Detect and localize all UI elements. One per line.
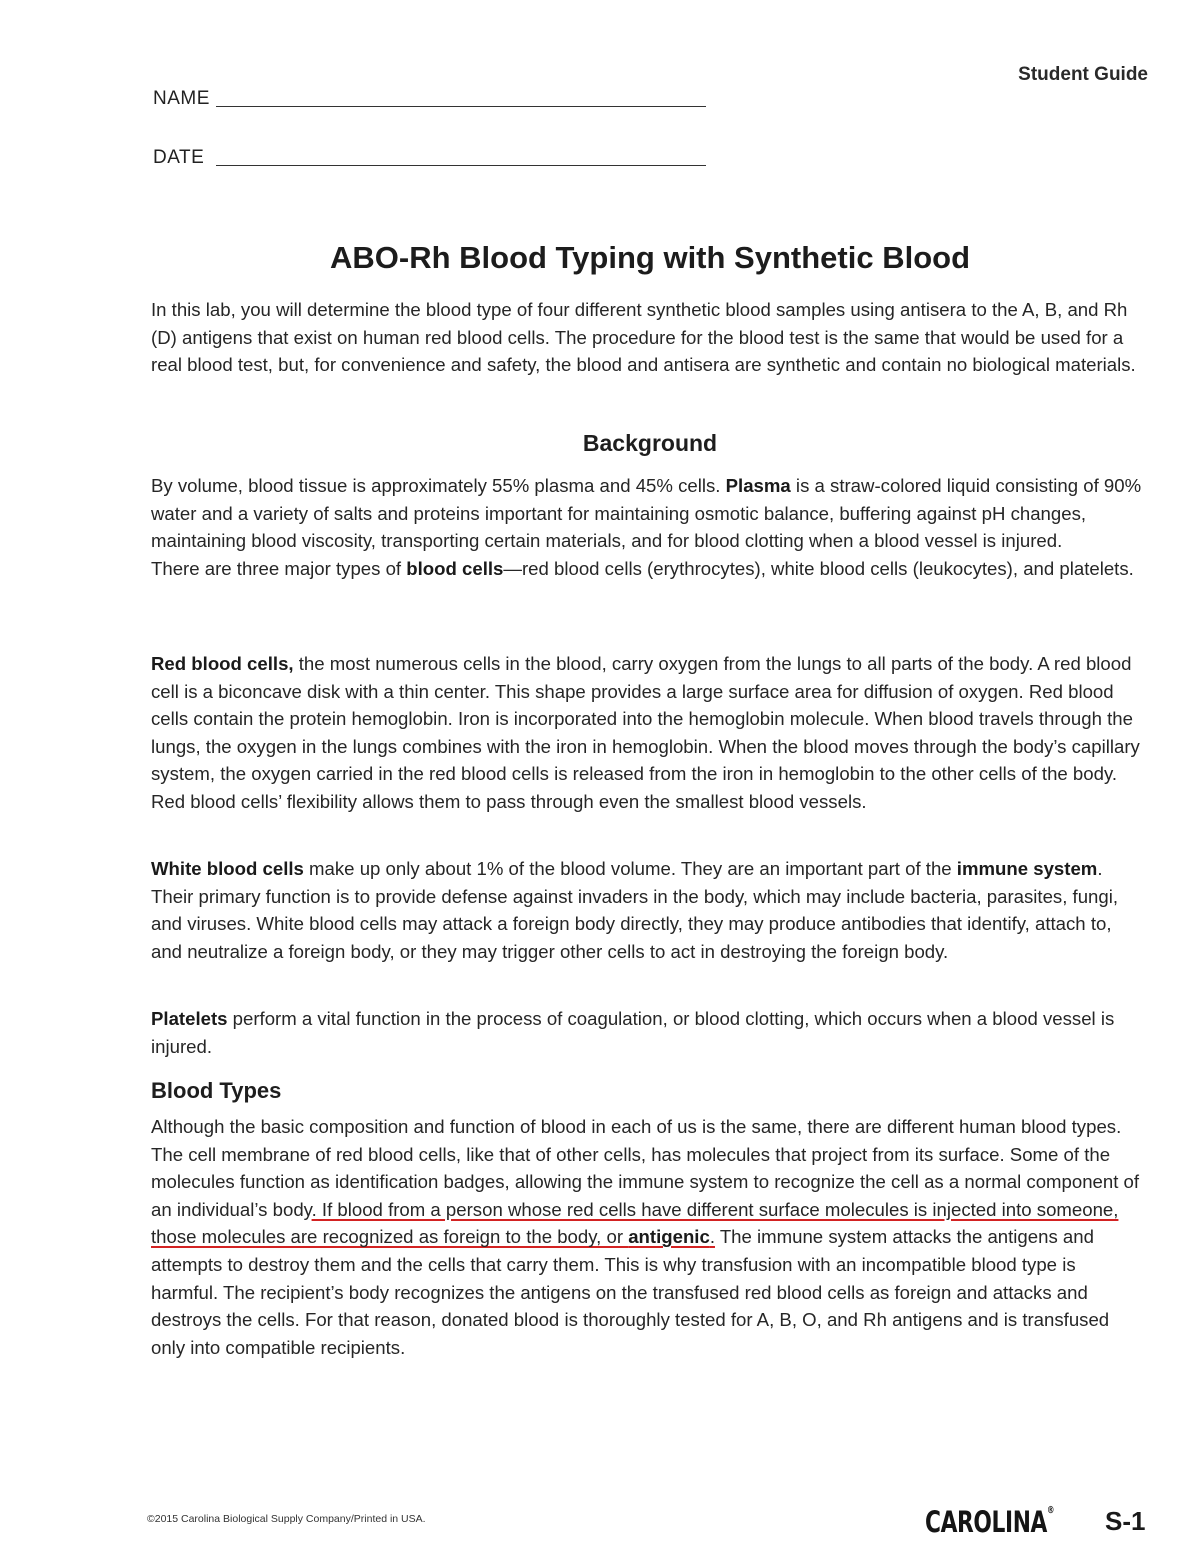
platelets-paragraph	[151, 1005, 1143, 1060]
date-label: DATE	[153, 147, 205, 168]
blood-cells-text-1: There are three major types of	[151, 557, 407, 579]
plasma-term: Plasma	[725, 475, 791, 496]
brand-name: CAROLINA	[925, 1505, 1048, 1539]
white-blood-cells-term: White blood cells	[151, 858, 304, 879]
blood-types-text-1: Although the basic composition and function of blood in each of us is the same, there are different human blood types. The cell membrane of red blood cells, like that of other cells, has molecules that project from its surface. Some of the molecules function as identification badges, allowing the immune system to recognize the cell as a normal component of an individual’s body	[151, 1116, 1140, 1220]
underlined-period: .	[709, 1226, 715, 1248]
white-blood-cells-paragraph	[151, 855, 1143, 965]
blood-types-text-2: The immune system attacks the antigens and attempts to destroy them and the cells that carry them. This is why transfusion with an incompatible blood type is harmful. The recipient’s body recognizes the antigens on the transfused red blood cells as foreign and attacks and destroys the cells. For that reason, donated blood is thoroughly tested for A, B, O, and Rh antigens and is transfused only into compatible recipients.	[151, 1226, 1110, 1358]
intro-paragraph: In this lab, you will determine the blood type of four different synthetic blood samples using antisera to the A, B, and Rh (D) antigens that exist on human red blood cells. The procedure for the blood test is the same that would be used for a real blood test, but, for convenience and safety, the blood and antisera are synthetic and contain no biological materials.	[151, 299, 1136, 376]
page-number: S-1	[1105, 1506, 1146, 1536]
name-label: NAME	[153, 88, 210, 109]
page-title: ABO-Rh Blood Typing with Synthetic Blood	[329, 240, 971, 275]
platelets-text: perform a vital function in the process of coagulation, or blood clotting, which occurs when a blood vessel is injured.	[151, 1008, 1115, 1057]
blood-types-paragraph	[151, 1113, 1143, 1361]
carolina-logo	[925, 1505, 1054, 1539]
background-paragraph-plasma	[151, 472, 1143, 582]
underlined-text: . If blood from a person whose red cells have different surface molecules is injected into someone, those molecules are recognized as foreign to the body, or	[151, 1198, 1119, 1248]
name-line	[216, 106, 706, 107]
blood-types-heading: Blood Types	[151, 1078, 282, 1103]
red-blood-cells-text: the most numerous cells in the blood, carry oxygen from the lungs to all parts of the body. A red blood cell is a biconcave disk with a thin center. This shape provides a large surface area for diffusion of oxygen. Red blood cells contain the protein hemoglobin. Iron is incorporated into the hemoglobin molecule. When blood travels through the lungs, the oxygen in the lungs combines with the iron in hemoglobin. When the blood moves through the body’s capillary system, the oxygen carried in the red blood cells is released from the iron in hemoglobin to the other cells of the body. Red blood cells’ flexibility allows them to pass through even the smallest blood vessels.	[151, 653, 1140, 812]
blood-cells-text-2: —red blood cells (erythrocytes), white blood cells (leukocytes), and platelets.	[503, 557, 1134, 579]
plasma-text-1: By volume, blood tissue is approximately 55% plasma and 45% cells.	[151, 475, 726, 496]
date-line	[216, 165, 706, 166]
blood-cells-term: blood cells	[406, 557, 504, 579]
plasma-text-2: is a straw-colored liquid consisting of 90% water and a variety of salts and proteins important for maintaining osmotic balance, buffering against pH changes, maintaining blood viscosity, transporting certain materials, and for blood clotting when a blood vessel is injured.	[151, 475, 1142, 552]
platelets-term: Platelets	[151, 1008, 228, 1029]
immune-system-term: immune system	[956, 858, 1098, 879]
student-guide-label: Student Guide	[1018, 64, 1148, 85]
copyright-notice: ©2015 Carolina Biological Supply Company/Printed in USA.	[147, 1513, 426, 1525]
white-blood-cells-text-1: make up only about 1% of the blood volume. They are an important part of the	[303, 858, 957, 879]
antigenic-term: antigenic	[628, 1226, 710, 1248]
white-blood-cells-text-2: . Their primary function is to provide defense against invaders in the body, which may include bacteria, parasites, fungi, and viruses. White blood cells may attack a foreign body directly, they may produce antibodies that identify, attach to, and neutralize a foreign body, or they may trigger other cells to act in destroying the foreign body.	[151, 858, 1119, 962]
brand-registered-mark: ®	[1047, 1505, 1055, 1516]
background-heading: Background	[582, 430, 718, 456]
red-blood-cells-paragraph	[151, 650, 1143, 816]
red-blood-cells-term: Red blood cells,	[151, 653, 294, 674]
